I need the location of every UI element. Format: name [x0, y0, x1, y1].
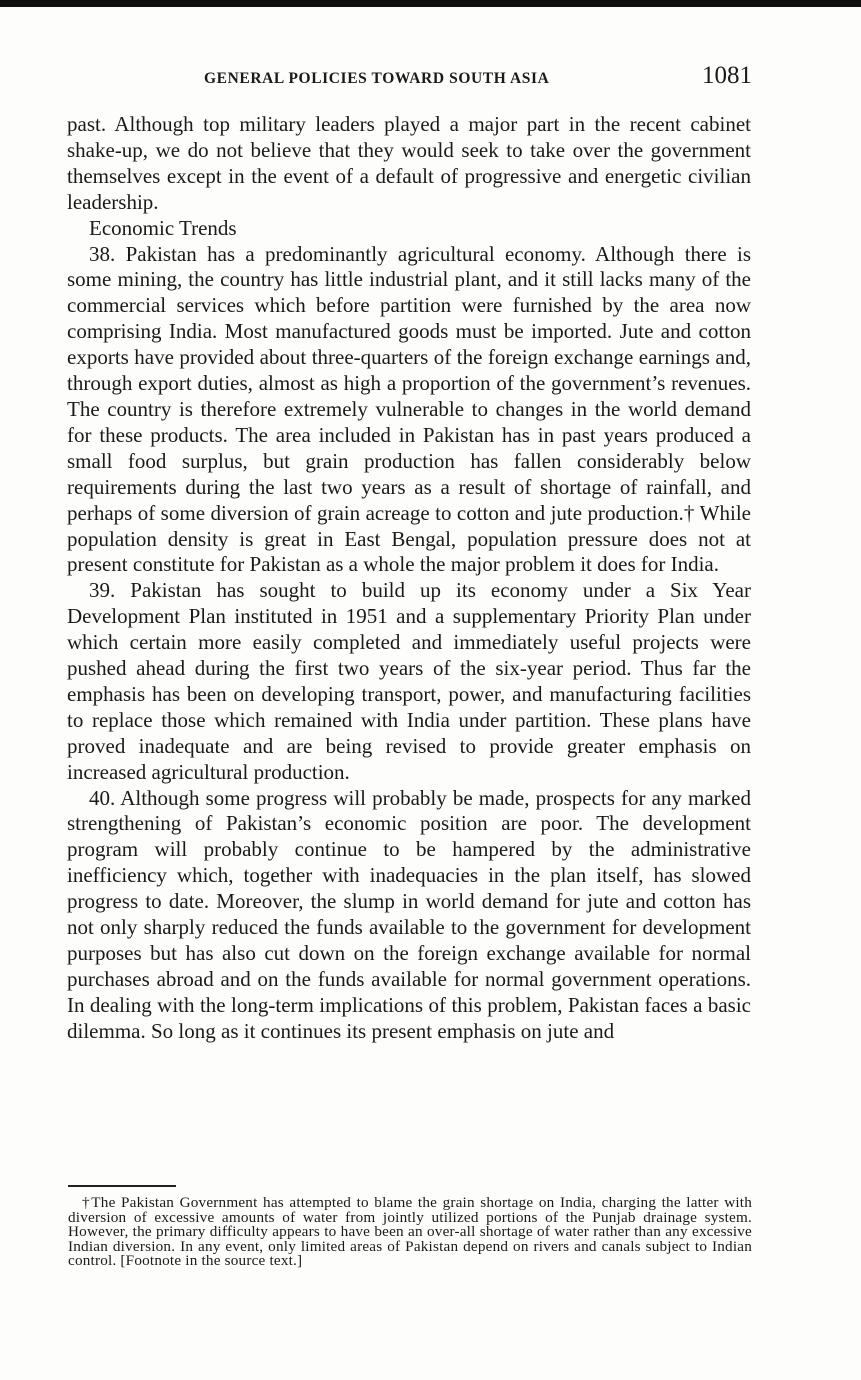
- running-header: [68, 62, 752, 96]
- paragraph-40: 40. Although some progress will probably be made, prospects for any marked strengthening of Pakistan’s economic position are poor. The development program will probably continue to be hampered by the administrative inefficiency which, together with inadequacies in the plan itself, has slowed progress to date. Moreover, the slump in world demand for jute and cotton has not only sharply reduced the funds available to the government for development purposes but has also cut down on the foreign exchange available for normal purchases abroad and on the funds available for normal government operations. In dealing with the long-term implications of this problem, Pakistan faces a basic dilemma. So long as it continues its present emphasis on jute and: [67, 785, 751, 1043]
- page-number: 1081: [702, 62, 752, 89]
- footnote-divider: [68, 1185, 176, 1187]
- running-title: GENERAL POLICIES TOWARD SOUTH ASIA: [204, 70, 550, 87]
- footnote: †The Pakistan Government has attempted to blame the grain shortage on India, charging the latter with diversion of excessive amounts of water from jointly utilized portions of the Punjab drainage system. However, the primary difficulty appears to have been an over-all shortage of water rather than any excessive Indian diversion. In any event, only limited areas of Pakistan depend on rivers and canals subject to Indian control. [Footnote in the source text.]: [68, 1194, 752, 1270]
- body-text: [67, 112, 751, 1045]
- section-heading: Economic Trends: [89, 215, 237, 240]
- paragraph-continued: past. Although top military leaders played a major part in the recent cabinet shake-up, we do not believe that they would seek to take over the government themselves except in the event of a default of progressive and energetic civilian leadership.: [67, 112, 751, 214]
- paragraph-38: 38. Pakistan has a predominantly agricultural economy. Although there is some mining, the country has little industrial plant, and it still lacks many of the commercial services which before partition were furnished by the area now comprising India. Most manufactured goods must be imported. Jute and cotton exports have provided about three-quarters of the foreign exchange earnings and, through export duties, almost as high a proportion of the government’s revenues. The country is therefore extremely vulnerable to changes in the world demand for these products. The area included in Pakistan has in past years produced a small food surplus, but grain production has fallen considerably below requirements during the last two years as a result of shortage of rainfall, and perhaps of some diversion of grain acreage to cotton and jute production.† While population density is great in East Bengal, population pressure does not at present constitute for Pakistan as a whole the major problem it does for India.: [67, 241, 751, 577]
- top-border-rule: [0, 0, 861, 7]
- paragraph-39: 39. Pakistan has sought to build up its economy under a Six Year Development Plan instituted in 1951 and a supplementary Priority Plan under which certain more easily completed and immediately useful projects were pushed ahead during the first two years of the six-year period. Thus far the emphasis has been on developing transport, power, and manufacturing facilities to replace those which remained with India under partition. These plans have proved inadequate and are being revised to provide greater emphasis on increased agricultural production.: [67, 578, 751, 784]
